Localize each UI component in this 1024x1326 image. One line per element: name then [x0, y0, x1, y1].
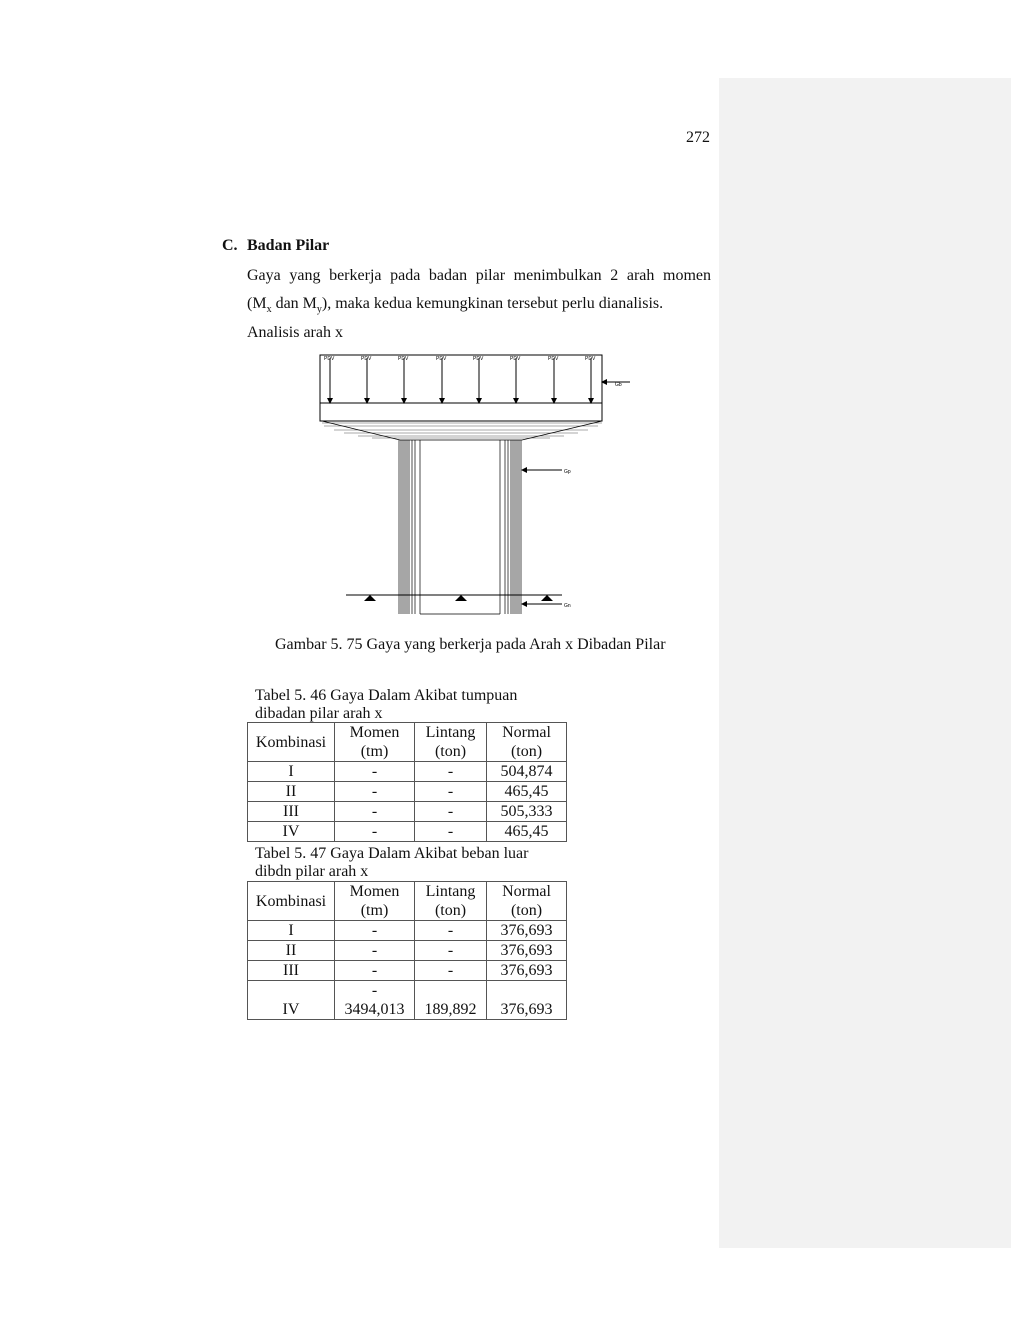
table1: [247, 722, 567, 842]
pier-column-left: [399, 440, 420, 614]
ground-mark-right: [541, 595, 553, 601]
load-label-1: PDV: [324, 356, 335, 362]
table-header-row: [248, 882, 567, 921]
vertical-load-arrows: [324, 356, 596, 403]
table-row: I - - 376,693: [248, 921, 567, 941]
figure-caption: Gambar 5. 75 Gaya yang berkerja pada Arah x Dibadan Pilar: [275, 636, 666, 653]
header-momen: Momen (tm): [335, 882, 415, 921]
load-label-6: PDV: [510, 356, 521, 362]
body-paragraph-3: Analisis arah x: [247, 324, 343, 341]
section-heading: [222, 237, 329, 255]
pier-force-diagram: [300, 350, 630, 620]
table1-caption: Tabel 5. 46 Gaya Dalam Akibat tumpuan dibadan pilar arah x: [255, 687, 518, 722]
ground-mark-mid: [455, 595, 467, 601]
table-row: I - - 504,874: [248, 762, 567, 782]
table2-caption: Tabel 5. 47 Gaya Dalam Akibat beban luar dibdn pilar arah x: [255, 845, 529, 880]
section-title: Badan Pilar: [247, 237, 330, 254]
header-momen: Momen (tm): [335, 723, 415, 762]
body-paragraph-1: Gaya yang berkerja pada badan pilar menimbulkan 2 arah momen: [247, 267, 711, 284]
page-number: 272: [686, 129, 710, 146]
load-label-2: PDV: [361, 356, 372, 362]
load-label-3: PDV: [398, 356, 409, 362]
header-normal: Normal (ton): [487, 882, 567, 921]
label-gp: Gp: [564, 469, 571, 475]
section-letter: C.: [222, 237, 238, 254]
load-label-4: PDV: [436, 356, 447, 362]
table-row: II - - 376,693: [248, 941, 567, 961]
header-lintang: Lintang (ton): [415, 882, 487, 921]
header-kombinasi: Kombinasi: [248, 723, 335, 762]
table-row: II - - 465,45: [248, 782, 567, 802]
comment-sidebar: [719, 78, 1011, 1248]
table2: [247, 881, 567, 1020]
label-gn: Gn: [564, 603, 571, 609]
load-label-8: PDV: [585, 356, 596, 362]
body-paragraph-2: ($M_x$ dan $M_y$), maka kedua kemungkinan tersebut perlu dianalisis.: [247, 295, 664, 316]
pier-column-right: [500, 440, 521, 614]
table-header-row: [248, 723, 567, 762]
load-label-5: PDV: [473, 356, 484, 362]
table-row: III - - 376,693: [248, 961, 567, 981]
header-lintang: Lintang (ton): [415, 723, 487, 762]
header-normal: Normal (ton): [487, 723, 567, 762]
table-row: IV - - 465,45: [248, 822, 567, 842]
ground-mark-left: [364, 595, 376, 601]
table-row: IV - 3494,013 189,892 376,693: [248, 981, 567, 1020]
load-label-7: PDV: [548, 356, 559, 362]
table-row: III - - 505,333: [248, 802, 567, 822]
header-kombinasi: Kombinasi: [248, 882, 335, 921]
label-gb: Gb: [615, 382, 622, 388]
